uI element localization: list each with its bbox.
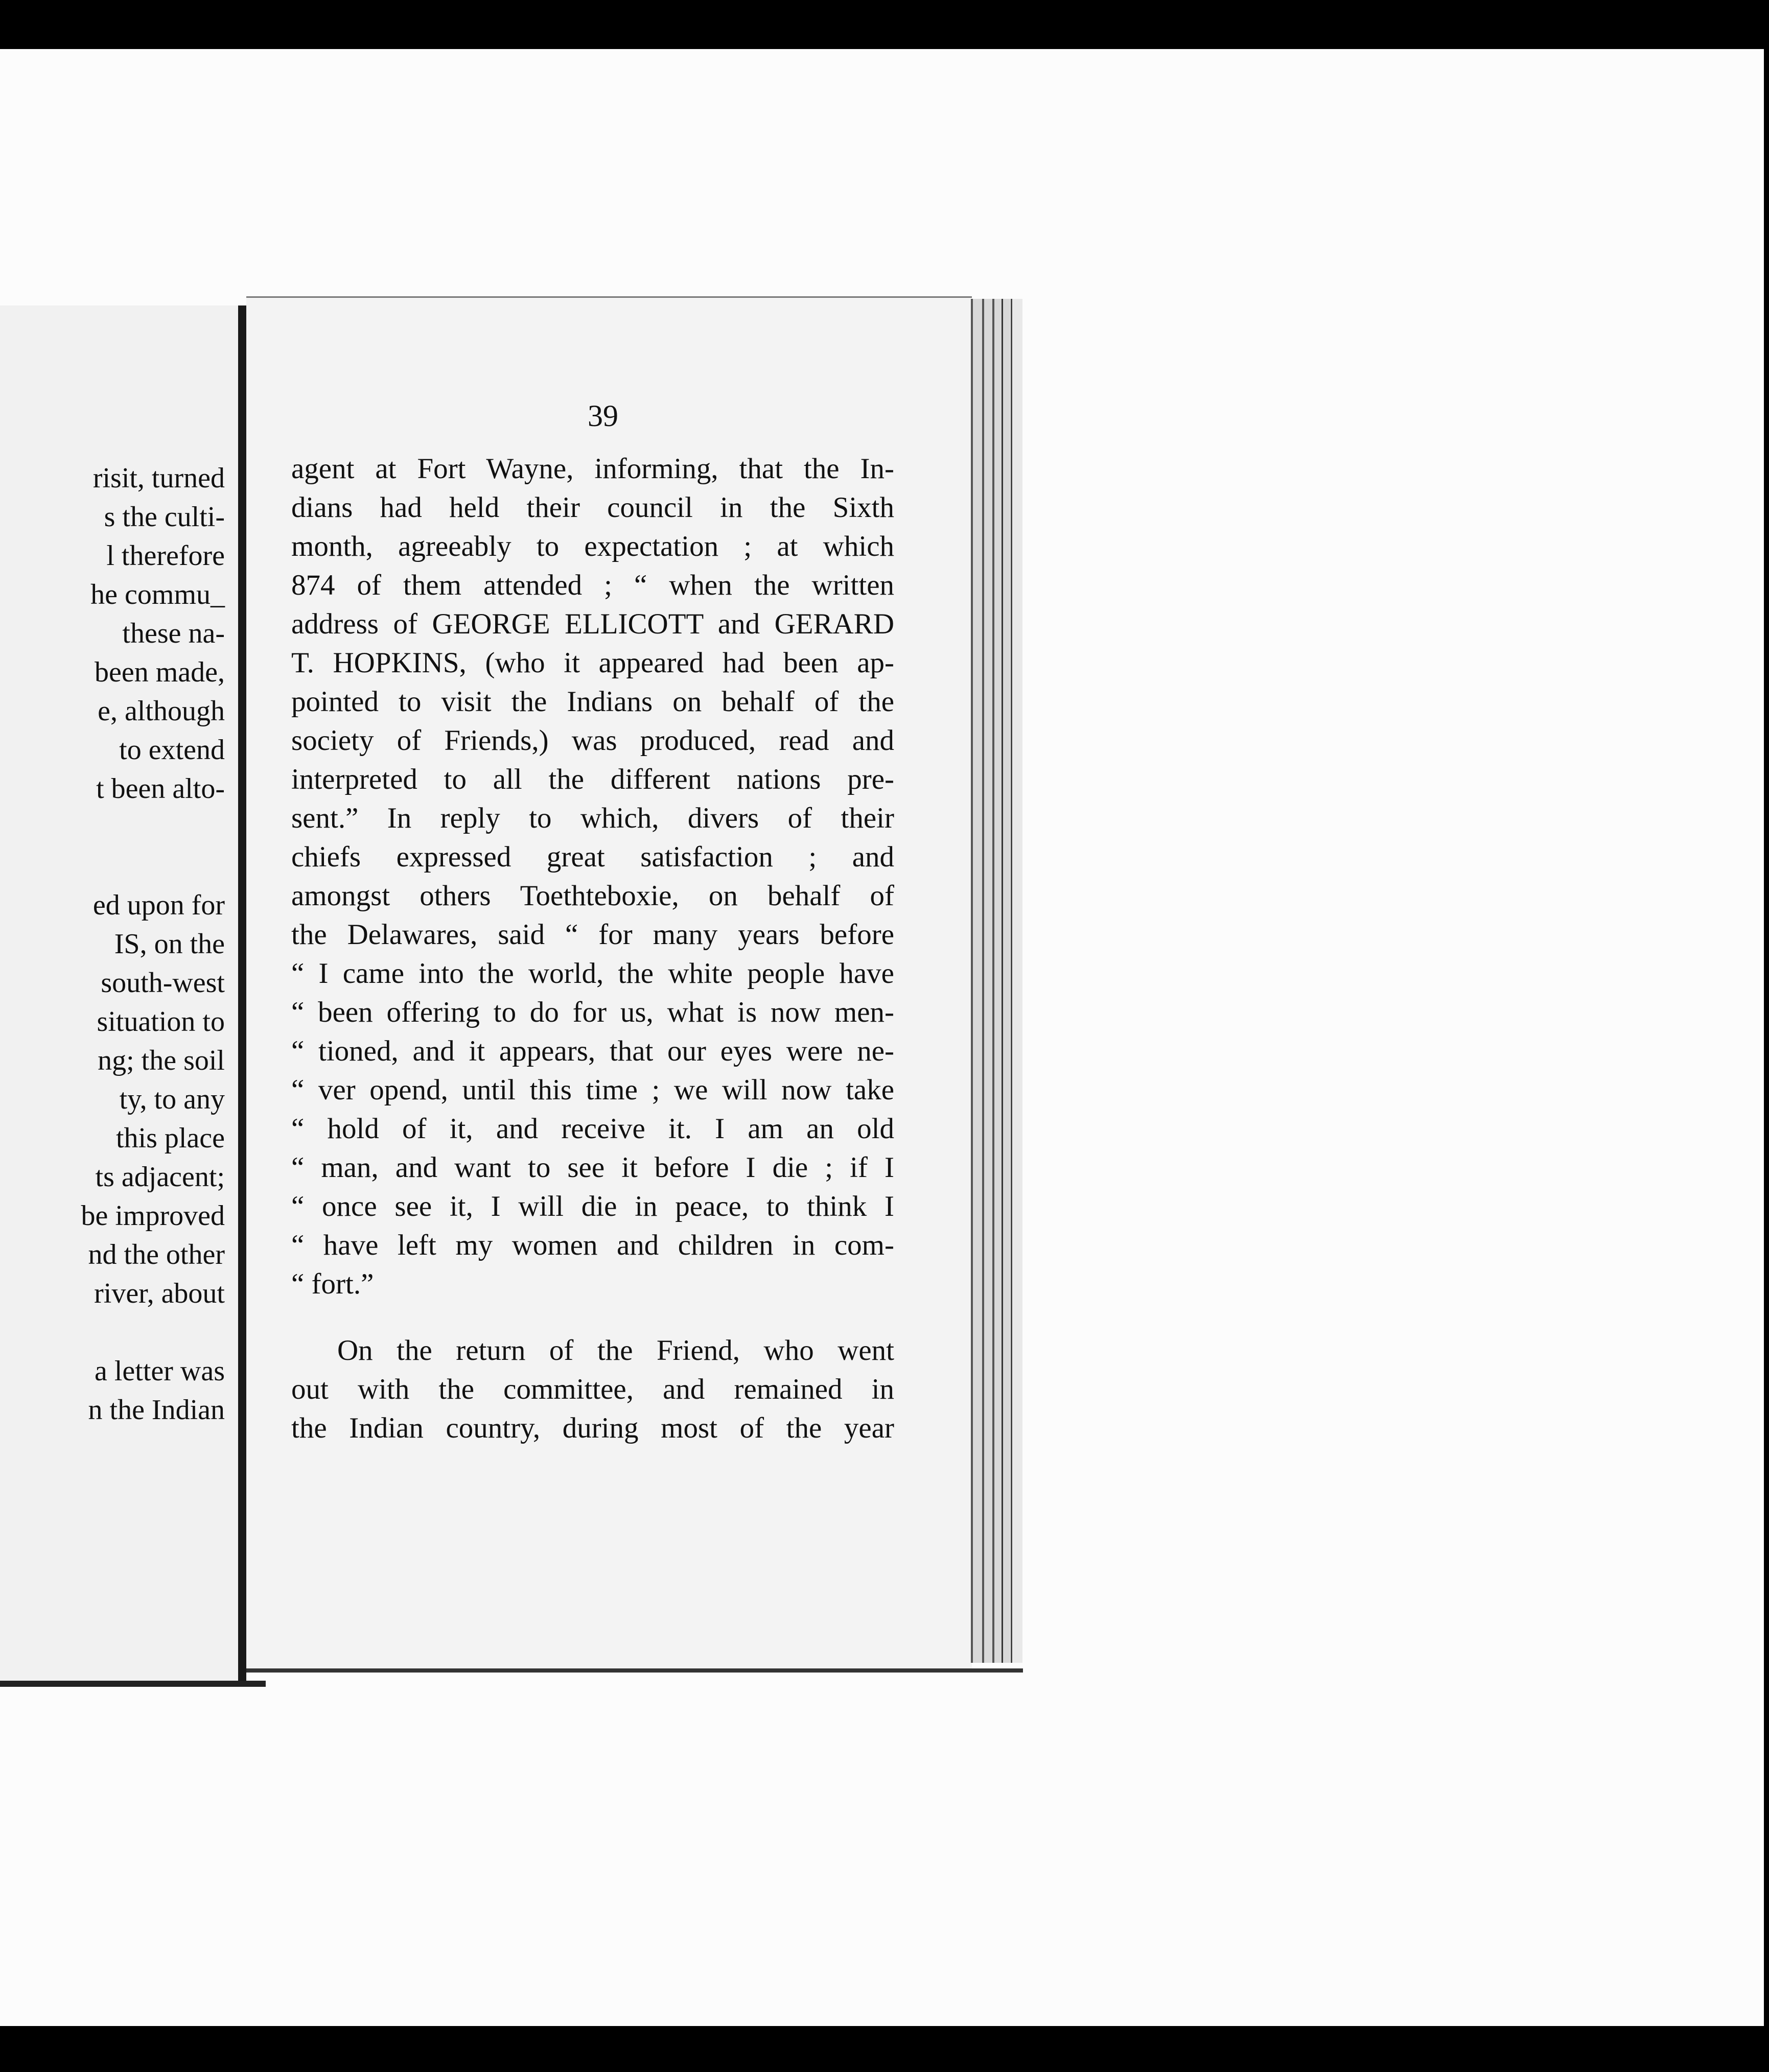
text-line: T. HOPKINS, (who it appeared had been ap- bbox=[291, 647, 894, 679]
text-line: dians had held their council in the Sixth bbox=[291, 491, 894, 524]
text-line: address of GEORGE ELLICOTT and GERARD bbox=[291, 608, 894, 640]
text-line: he commu_ bbox=[90, 579, 225, 610]
page-number: 39 bbox=[588, 399, 618, 433]
text-line: e, although bbox=[98, 695, 225, 727]
text-line: “ man, and want to see it before I die ; if I bbox=[291, 1151, 894, 1184]
text-line: chiefs expressed great satisfaction ; and bbox=[291, 841, 894, 873]
paragraph-1 bbox=[291, 450, 894, 1304]
text-line: risit, turned bbox=[92, 462, 225, 494]
text-line: ed upon for bbox=[92, 889, 225, 921]
text-line: this place bbox=[115, 1122, 225, 1154]
text-line: these na- bbox=[122, 618, 225, 649]
scan-top-border bbox=[0, 0, 1769, 49]
page-edge-stack bbox=[1011, 299, 1022, 1663]
text-line: IS, on the bbox=[114, 928, 225, 960]
text-line: river, about bbox=[94, 1278, 225, 1309]
text-line bbox=[0, 808, 225, 847]
text-line: ty, to any bbox=[119, 1084, 225, 1115]
text-line: “ once see it, I will die in peace, to think I bbox=[291, 1190, 894, 1222]
text-line: pointed to visit the Indians on behalf of the bbox=[291, 686, 894, 718]
page-edge-stack bbox=[982, 299, 992, 1663]
text-line: out with the committee, and remained in bbox=[291, 1373, 894, 1405]
scan-bottom-border bbox=[0, 2026, 1769, 2072]
text-line: a letter was bbox=[95, 1355, 225, 1387]
text-line: s the culti- bbox=[104, 501, 225, 533]
text-line: t been alto- bbox=[96, 773, 225, 805]
text-line: ts adjacent; bbox=[95, 1161, 225, 1193]
text-line: agent at Fort Wayne, informing, that the In- bbox=[291, 453, 894, 485]
paragraph-2 bbox=[291, 1331, 894, 1448]
text-line: “ hold of it, and receive it. I am an old bbox=[291, 1113, 894, 1145]
text-line bbox=[0, 1313, 225, 1352]
text-line: “ have left my women and children in com- bbox=[291, 1229, 894, 1261]
page-edge-stack bbox=[992, 299, 1002, 1663]
text-line: l therefore bbox=[106, 540, 225, 572]
page-edge-stack bbox=[1002, 299, 1010, 1663]
text-line: south-west bbox=[101, 967, 225, 999]
text-line: situation to bbox=[97, 1006, 225, 1038]
text-line: “ tioned, and it appears, that our eyes were ne- bbox=[291, 1035, 894, 1067]
text-line: “ ver opend, until this time ; we will now take bbox=[291, 1074, 894, 1106]
left-facing-page bbox=[0, 305, 240, 1685]
text-line: n the Indian bbox=[88, 1394, 225, 1426]
text-line: 874 of them attended ; “ when the written bbox=[291, 569, 894, 601]
text-line: nd the other bbox=[88, 1239, 225, 1270]
page-edge-stack bbox=[971, 299, 982, 1663]
left-page-bottom-edge bbox=[0, 1681, 266, 1687]
text-line: interpreted to all the different nations pre- bbox=[291, 763, 894, 795]
text-line: to extend bbox=[119, 734, 225, 766]
text-line: “ been offering to do for us, what is now men- bbox=[291, 996, 894, 1028]
page-body bbox=[291, 450, 894, 1448]
text-line: On the return of the Friend, who went bbox=[337, 1334, 894, 1367]
text-line: society of Friends,) was produced, read and bbox=[291, 724, 894, 757]
text-line: “ fort.” bbox=[291, 1268, 374, 1300]
book-spine bbox=[238, 305, 246, 1685]
text-line: been made, bbox=[95, 656, 225, 688]
text-line: sent.” In reply to which, divers of their bbox=[291, 802, 894, 834]
text-line: amongst others Toethteboxie, on behalf of bbox=[291, 880, 894, 912]
left-page-text bbox=[0, 459, 225, 1429]
text-line: “ I came into the world, the white people have bbox=[291, 957, 894, 990]
text-line: be improved bbox=[81, 1200, 225, 1232]
right-page-bottom-edge bbox=[246, 1668, 1023, 1673]
text-line: the Delawares, said “ for many years before bbox=[291, 919, 894, 951]
text-line: month, agreeably to expectation ; at which bbox=[291, 530, 894, 562]
text-line: the Indian country, during most of the year bbox=[291, 1412, 894, 1444]
text-line: ng; the soil bbox=[98, 1045, 225, 1076]
text-line bbox=[0, 847, 225, 886]
